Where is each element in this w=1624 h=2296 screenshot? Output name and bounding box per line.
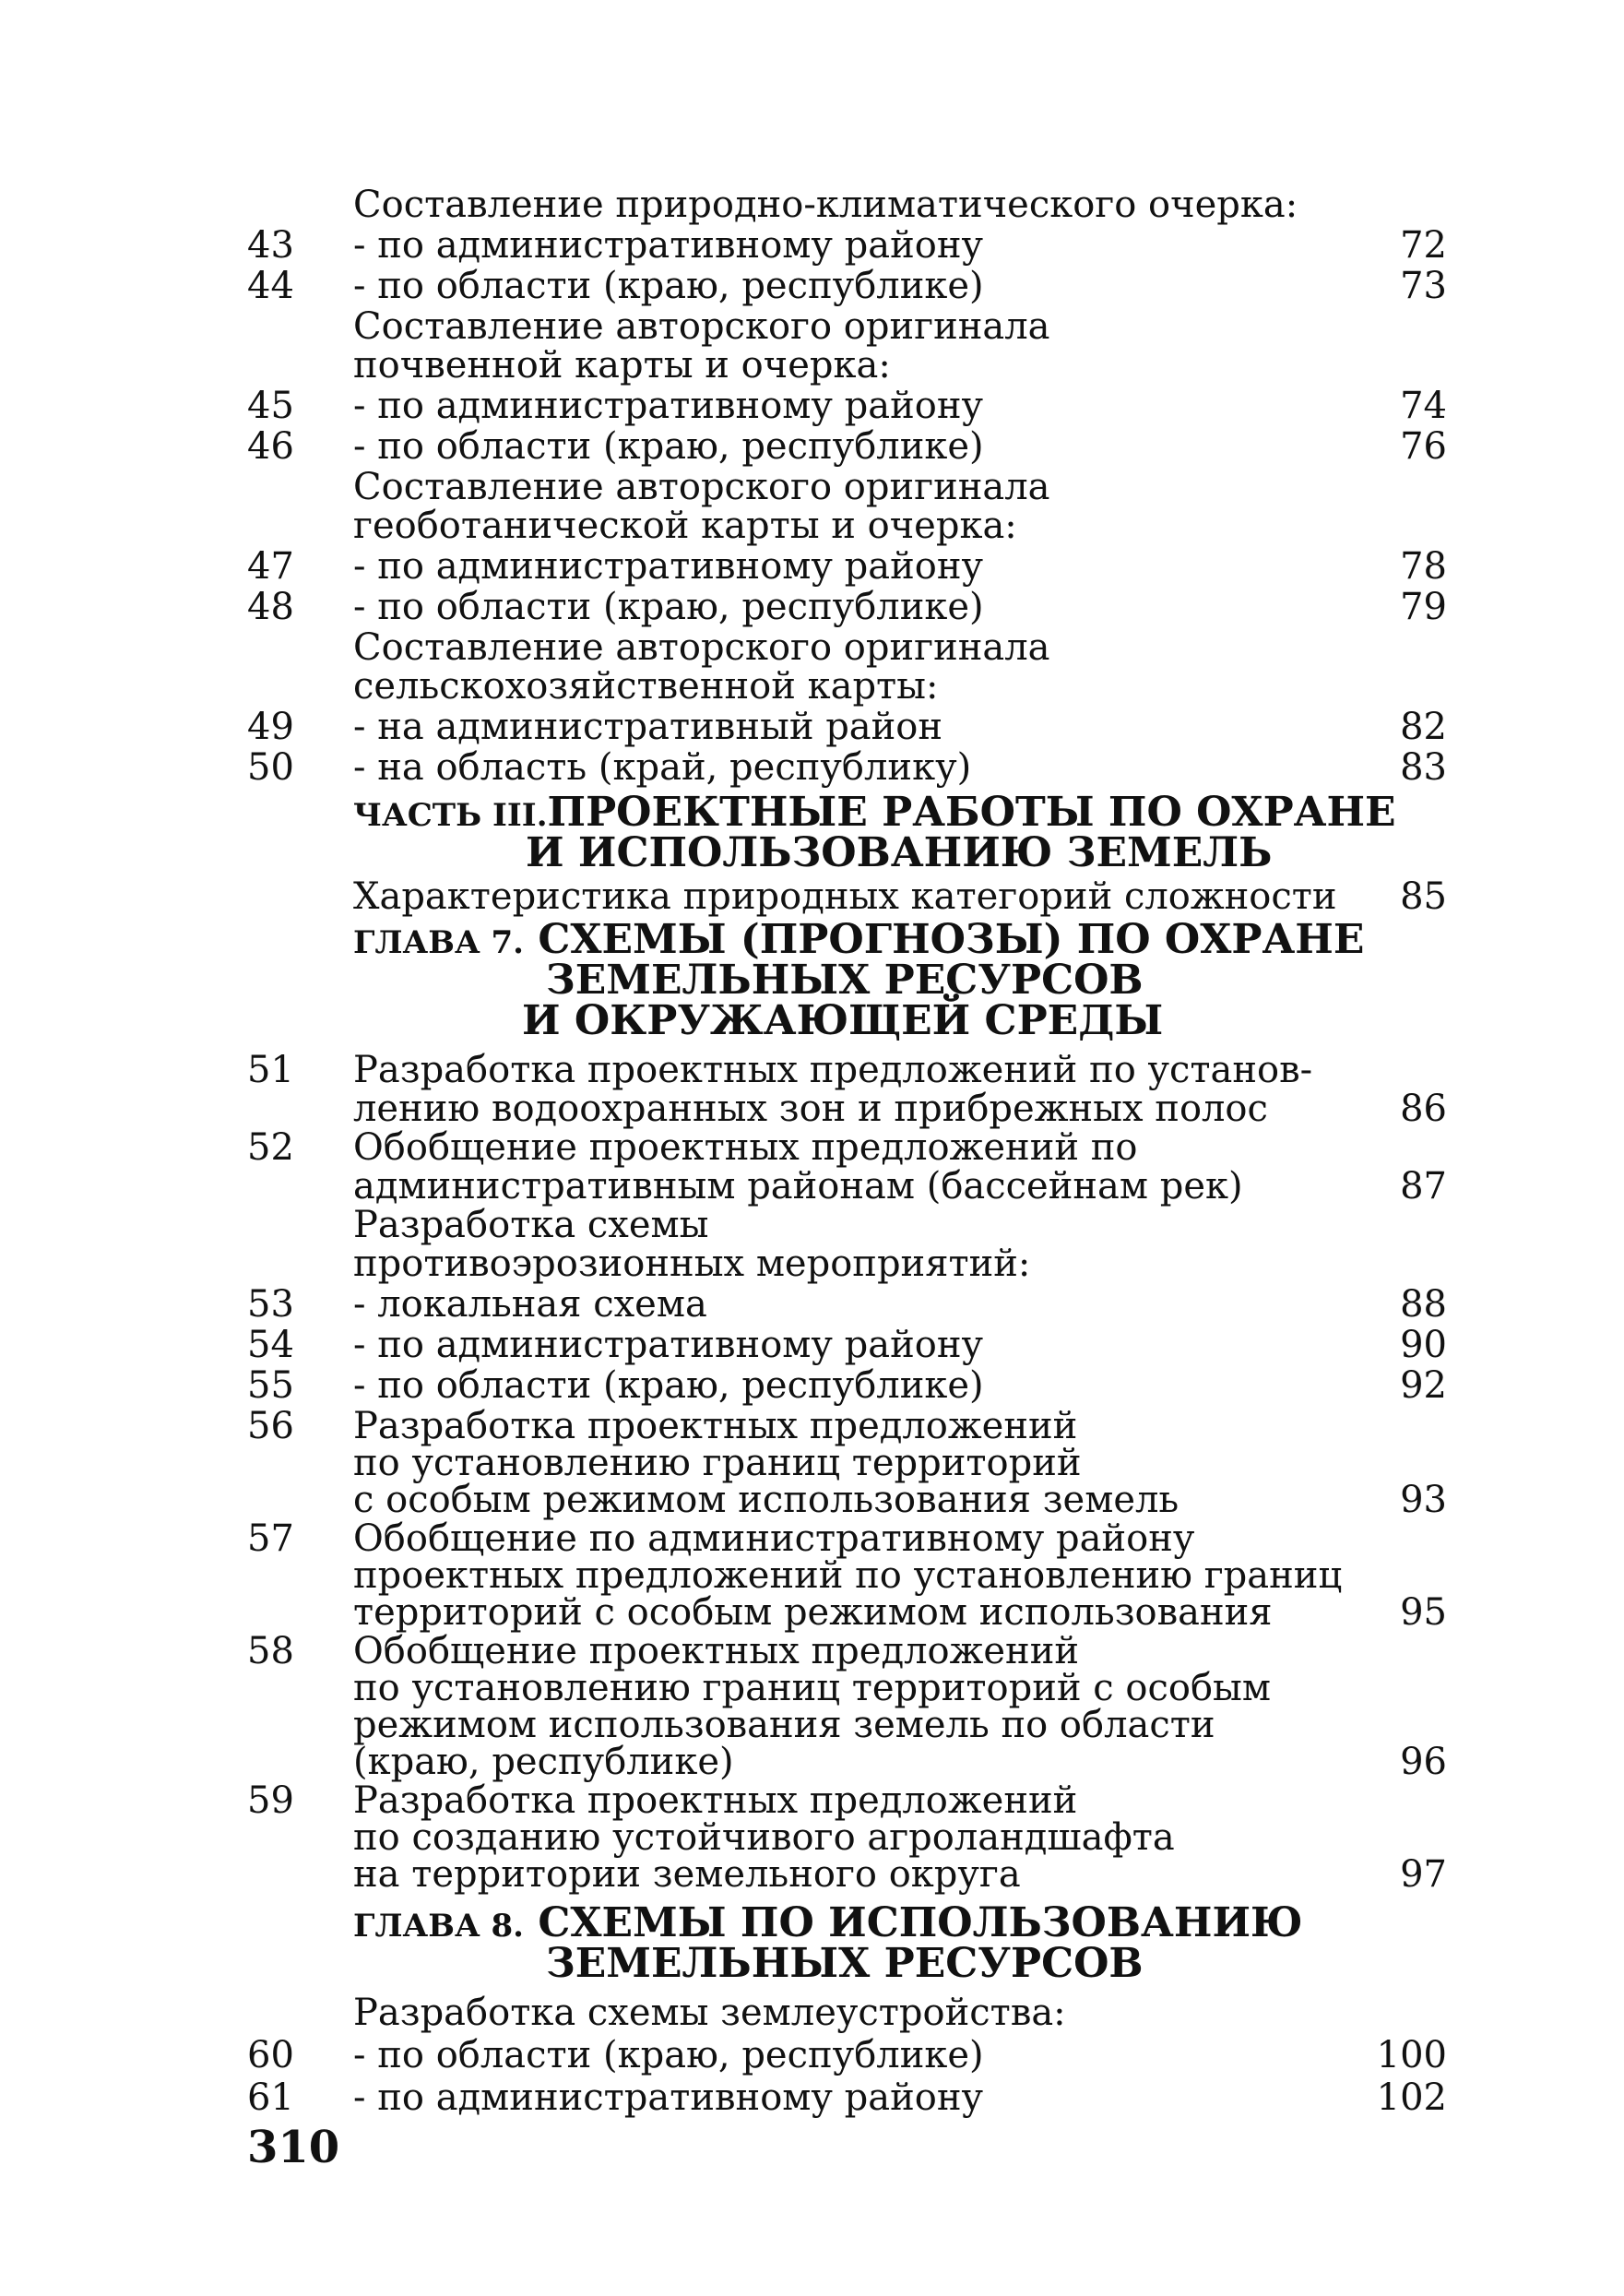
row-page: 83 (1400, 746, 1447, 789)
row-title: Разработка проектных предложений (353, 1405, 1078, 1447)
row-title: на территории земельного округа (353, 1853, 1021, 1896)
row-number: 48 (247, 586, 294, 628)
row-page: 95 (1400, 1591, 1447, 1634)
row-title: - по области (краю, республике) (353, 265, 984, 307)
row-title: - по области (краю, республике) (353, 2034, 984, 2076)
row-page: 92 (1400, 1364, 1447, 1407)
row-number: 50 (247, 746, 294, 789)
row-number: 61 (247, 2076, 294, 2119)
row-title: Обобщение проектных предложений (353, 1630, 1080, 1672)
row-number: 56 (247, 1405, 294, 1447)
row-number: 49 (247, 706, 294, 748)
row-page: 100 (1376, 2034, 1447, 2076)
page-number: 310 (247, 2122, 340, 2173)
row-title: административным районам (бассейнам рек) (353, 1165, 1243, 1207)
row-page: 82 (1400, 706, 1447, 748)
row-title: (краю, республике) (353, 1741, 734, 1783)
row-page: 73 (1400, 265, 1447, 307)
row-number: 53 (247, 1283, 294, 1326)
row-page: 97 (1400, 1853, 1447, 1896)
row-title: территорий с особым режимом использования (353, 1591, 1273, 1634)
row-title: Составление авторского оригинала (353, 305, 1050, 348)
row-number: 45 (247, 385, 294, 427)
chapter-title-line2: ЗЕМЕЛЬНЫХ РЕСУРСОВ (546, 957, 1144, 1004)
row-title: режимом использования земель по области (353, 1704, 1215, 1746)
row-title: Обобщение проектных предложений по (353, 1126, 1138, 1169)
row-title: - по области (краю, республике) (353, 425, 984, 468)
chapter-title-line1: СХЕМЫ ПО ИСПОЛЬЗОВАНИЮ (538, 1899, 1303, 1946)
row-title: - по административному району (353, 385, 984, 427)
row-title: Обобщение по административному району (353, 1517, 1195, 1560)
row-number: 43 (247, 224, 294, 267)
chapter-label: ГЛАВА 7. (353, 924, 524, 961)
row-number: 46 (247, 425, 294, 468)
chapter-title-line1: СХЕМЫ (ПРОГНОЗЫ) ПО ОХРАНЕ (538, 916, 1365, 963)
row-page: 93 (1400, 1479, 1447, 1521)
row-number: 52 (247, 1126, 294, 1169)
row-number: 60 (247, 2034, 294, 2076)
row-number: 44 (247, 265, 294, 307)
row-number: 58 (247, 1630, 294, 1672)
row-number: 51 (247, 1049, 294, 1091)
chapter-title-line3: И ОКРУЖАЮЩЕЙ СРЕДЫ (522, 997, 1164, 1044)
row-title: лению водоохранных зон и прибрежных полос (353, 1088, 1268, 1130)
row-title: Разработка схемы землеустройства: (353, 1992, 1066, 2034)
row-title: по созданию устойчивого агроландшафта (353, 1816, 1175, 1859)
row-title: Составление авторского оригинала (353, 466, 1050, 508)
row-title: Разработка схемы (353, 1204, 709, 1246)
row-number: 55 (247, 1364, 294, 1407)
row-page: 96 (1400, 1741, 1447, 1783)
row-title: - локальная схема (353, 1283, 707, 1326)
row-title: - по административному району (353, 545, 984, 588)
chapter-label: ГЛАВА 8. (353, 1908, 524, 1945)
row-page: 78 (1400, 545, 1447, 588)
row-title: Составление авторского оригинала (353, 626, 1050, 669)
row-title: Разработка проектных предложений (353, 1779, 1078, 1822)
row-page: 85 (1400, 875, 1447, 918)
row-title: Разработка проектных предложений по установ- (353, 1049, 1313, 1091)
row-title: - по административному району (353, 1324, 984, 1366)
chapter-title-line2: ЗЕМЕЛЬНЫХ РЕСУРСОВ (546, 1940, 1144, 1987)
row-title: геоботанической карты и очерка: (353, 505, 1017, 547)
part-title-line2: И ИСПОЛЬЗОВАНИЮ ЗЕМЕЛЬ (526, 829, 1273, 876)
row-page: 90 (1400, 1324, 1447, 1366)
row-page: 87 (1400, 1165, 1447, 1207)
row-title: - на административный район (353, 706, 943, 748)
row-title: по установлению границ территорий с особым (353, 1667, 1271, 1709)
row-number: 57 (247, 1517, 294, 1560)
row-number: 47 (247, 545, 294, 588)
row-title: - на область (край, республику) (353, 746, 972, 789)
row-title: - по области (краю, республике) (353, 1364, 984, 1407)
row-title: проектных предложений по установлению границ (353, 1554, 1343, 1597)
row-title: противоэрозионных мероприятий: (353, 1243, 1031, 1285)
row-page: 86 (1400, 1088, 1447, 1130)
row-page: 72 (1400, 224, 1447, 267)
row-page: 102 (1376, 2076, 1447, 2119)
row-number: 59 (247, 1779, 294, 1822)
part-label: ЧАСТЬ III. (353, 797, 548, 834)
row-title: - по административному району (353, 224, 984, 267)
row-title: почвенной карты и очерка: (353, 344, 891, 387)
row-page: 76 (1400, 425, 1447, 468)
row-title: - по административному району (353, 2076, 984, 2119)
row-title: Характеристика природных категорий сложности (353, 875, 1337, 918)
part-title-line1: ПРОЕКТНЫЕ РАБОТЫ ПО ОХРАНЕ (547, 789, 1396, 836)
row-title: по установлению границ территорий (353, 1442, 1082, 1484)
row-page: 88 (1400, 1283, 1447, 1326)
row-title: Составление природно-климатического очерка: (353, 184, 1298, 226)
row-number: 54 (247, 1324, 294, 1366)
row-title: сельскохозяйственной карты: (353, 665, 939, 708)
row-title: с особым режимом использования земель (353, 1479, 1179, 1521)
row-page: 74 (1400, 385, 1447, 427)
row-page: 79 (1400, 586, 1447, 628)
row-title: - по области (краю, республике) (353, 586, 984, 628)
